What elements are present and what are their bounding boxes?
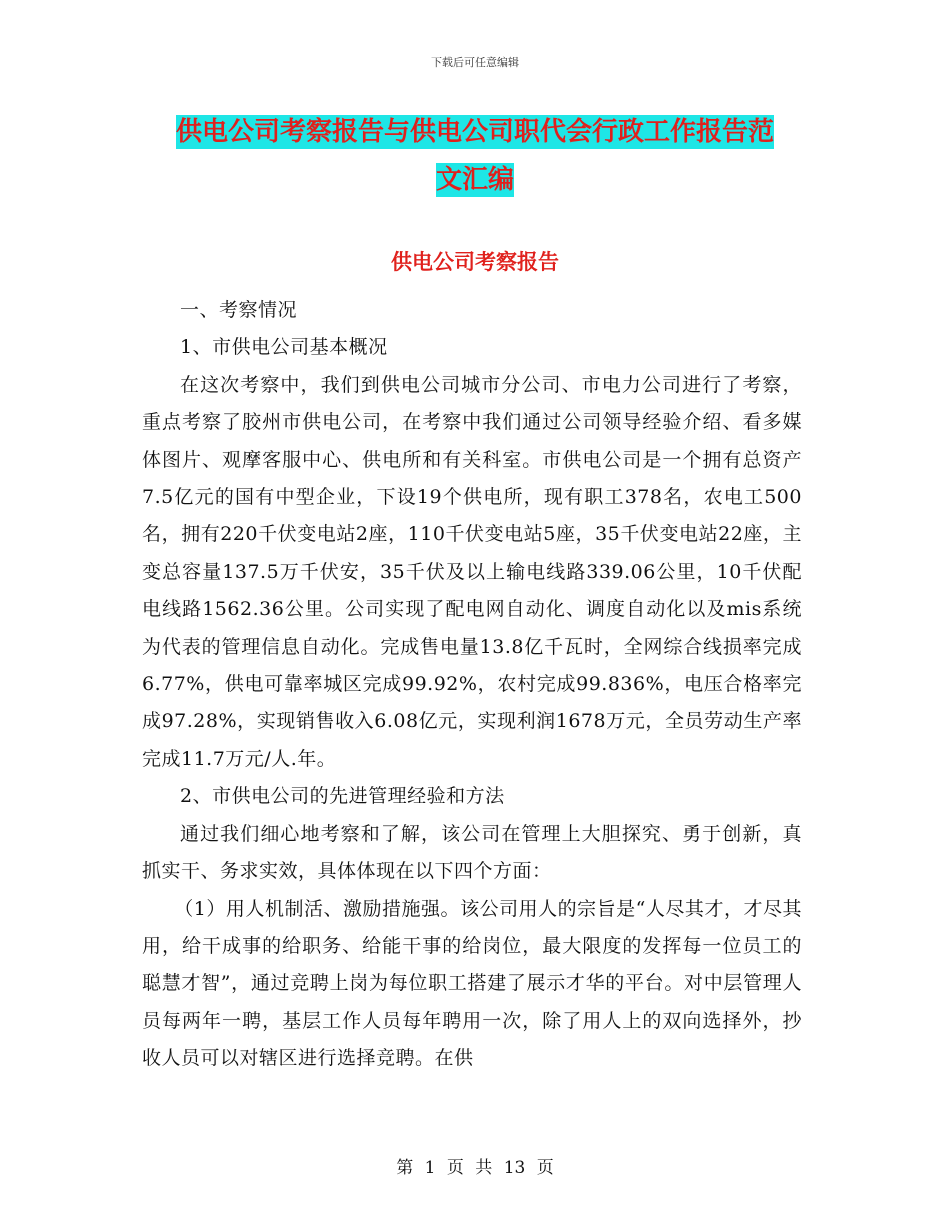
document-title — [140, 108, 810, 204]
paragraph-intro: 通过我们细心地考察和了解，该公司在管理上大胆探究、勇于创新，真抓实干、务求实效，具体体现在以下四个方面： — [142, 822, 802, 883]
document-body — [142, 292, 802, 1078]
paragraph-subheading-2: 2、市供电公司的先进管理经验和方法 — [180, 785, 505, 808]
section-title: 供电公司考察报告 — [391, 250, 559, 274]
header-note: 下载后可任意编辑 — [431, 56, 519, 69]
page-footer: 第 1 页 共 13 页 — [396, 1158, 554, 1178]
document-title-line-1: 供电公司考察报告与供电公司职代会行政工作报告范 — [175, 117, 774, 147]
paragraph-overview: 在这次考察中，我们到供电公司城市分公司、市电力公司进行了考察，重点考察了胶州市供电公司，在考察中我们通过公司领导经验介绍、看多媒体图片、观摩客服中心、供电所和有关科室。市供电公司是一个拥有总资产7.5亿元的国有中型企业，下设19个供电所，现有职工378名，农电工500名，拥有220千伏变电站2座，110千伏变电站5座，35千伏变电站22座，主变总容量137.5万千伏安，35千伏及以上输电线路339.06公里，10千伏配电线路1562.36公里。公司实现了配电网自动化、调度自动化以及mis系统为代表的管理信息自动化。完成售电量13.8亿千瓦时，全网综合线损率完成6.77%，供电可靠率城区完成99.92%，农村完成99.836%，电压合格率完成97.28%，实现销售收入6.08亿元，实现利润1678万元，全员劳动生产率完成11.7万元/人.年。 — [142, 373, 802, 770]
paragraph-item-1: （1）用人机制活、激励措施强。该公司用人的宗旨是“人尽其才，才尽其用，给干成事的给职务、给能干事的给岗位，最大限度的发挥每一位员工的聪慧才智”，通过竞聘上岗为每位职工搭建了展示才华的平台。对中层管理人员每两年一聘，基层工作人员每年聘用一次，除了用人上的双向选择外，抄收人员可以对辖区进行选择竞聘。在供 — [142, 897, 802, 1070]
paragraph-subheading-1: 1、市供电公司基本概况 — [180, 336, 388, 359]
paragraph-heading-1: 一、考察情况 — [180, 299, 298, 321]
document-title-line-2: 文汇编 — [435, 165, 514, 195]
